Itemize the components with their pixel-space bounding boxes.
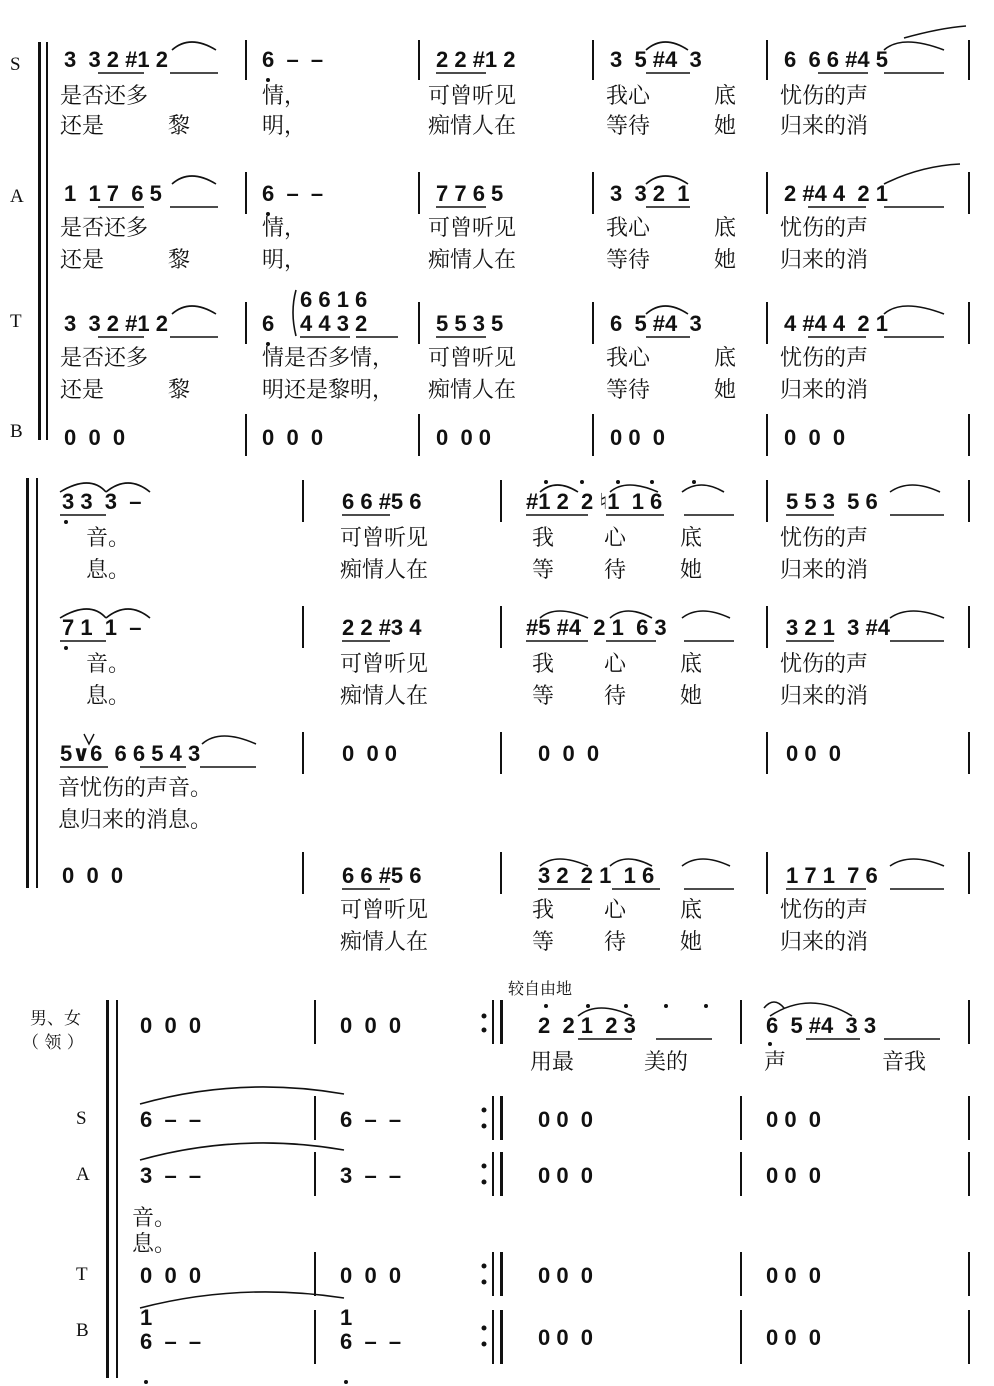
octave-dot (692, 480, 696, 484)
s1-tenor-lyric2-b: 黎 (168, 378, 191, 403)
repeat-dot (482, 1028, 487, 1033)
s2-alto-lyric2-d: 待 (604, 684, 627, 709)
s3-bass-m3: 0 0 0 (538, 1325, 594, 1350)
s1-tenor-lyric1-e: 底 (714, 346, 737, 371)
s2-barline (500, 606, 502, 648)
s2-tenor-m3: 0 0 0 (538, 741, 600, 766)
s1-barline (766, 302, 768, 344)
s2-barline (968, 480, 970, 522)
s2-soprano-m2: 6 6 #5 6 (342, 489, 422, 514)
system3-brace (106, 1000, 109, 1378)
s3-lead-m4: 6 5 #4 3 3 (766, 1013, 877, 1038)
slur (172, 42, 216, 50)
repeat-dot (482, 1342, 487, 1347)
s2-alto-lyric2-b: 痴情人在 (340, 684, 429, 709)
s2-alto-m3: #5 #4 2 1 6 3 (526, 615, 667, 640)
s1-alto-m5: 2 #4 4 2 1 (784, 181, 888, 206)
repeat-dot (482, 1014, 487, 1019)
repeat-barline (500, 1000, 503, 1044)
system2-brace-inner (36, 478, 38, 888)
s1-barline (245, 40, 247, 80)
s2-soprano-m4: 5 5 3 5 6 (786, 489, 878, 514)
s1-barline (245, 172, 247, 214)
system1-brace-inner (46, 42, 48, 440)
s2-barline (766, 852, 768, 894)
s1-barline (968, 40, 970, 80)
s1-alto-lyric1-c: 可曾听见 (428, 216, 517, 241)
slur (682, 611, 730, 618)
s3-alto-lyric2: 息。 (132, 1232, 177, 1257)
s1-alto-lyric1-f: 忧伤的声 (780, 216, 869, 241)
s1-alto-m4: 3 3 2 1 (610, 181, 690, 206)
s2-barline (500, 732, 502, 774)
s1-alto-lyric2-f: 她 (714, 248, 737, 273)
octave-dot (616, 480, 620, 484)
voice-label-alto: A (10, 186, 24, 207)
voice-label-bass-3: B (76, 1320, 89, 1341)
s1-alto-lyric2-g: 归来的消 (780, 248, 869, 273)
s2-tenor-m1: 5∨6 6 6 5 4 3 (60, 741, 201, 766)
repeat-barline (492, 1000, 494, 1044)
s2-soprano-m3: #1 2 2 ♮1 1 6 (526, 489, 663, 514)
octave-dot (624, 1004, 628, 1008)
s1-soprano-lyric1-d: 我心 (606, 84, 651, 109)
s2-barline (302, 852, 304, 894)
slur (172, 176, 216, 184)
s1-tenor-m2-lower: 4 4 3 2 (300, 311, 368, 336)
repeat-barline (492, 1310, 494, 1364)
divisi-bracket (293, 290, 296, 336)
voice-label-alto-3: A (76, 1164, 90, 1185)
s3-bass-m1: 6 – – (140, 1329, 202, 1354)
s2-soprano-lyric1-d: 心 (604, 526, 627, 551)
tempo-marking: 较自由地 (508, 979, 573, 998)
s2-alto-m2: 2 2 #3 4 (342, 615, 422, 640)
s1-tenor-lyric2-d: 痴情人在 (428, 378, 517, 403)
s3-barline (740, 1096, 742, 1140)
s2-soprano-lyric1-e: 底 (680, 526, 703, 551)
system3-brace-inner (116, 1000, 118, 1378)
s2-bass-lyric2-a: 痴情人在 (340, 930, 429, 955)
s1-soprano-lyric1-e: 底 (714, 84, 737, 109)
repeat-barline (492, 1252, 494, 1296)
repeat-barline (500, 1252, 503, 1296)
s2-bass-m1: 0 0 0 (62, 863, 124, 888)
s1-barline (592, 40, 594, 80)
s1-soprano-lyric2-d: 痴情人在 (428, 114, 517, 139)
s3-barline (740, 1000, 742, 1044)
s1-tenor-lyric1-a: 是否还多 (60, 346, 149, 371)
repeat-barline (500, 1152, 503, 1196)
voice-label-soprano-3: S (76, 1108, 87, 1129)
s1-tenor-m2: 6 (262, 311, 275, 336)
s1-tenor-m2-upper: 6 6 1 6 (300, 287, 368, 312)
s1-tenor-lyric1-c: 可曾听见 (428, 346, 517, 371)
octave-dot (144, 1380, 148, 1384)
s1-soprano-lyric2-e: 等待 (606, 114, 651, 139)
s1-alto-lyric1-d: 我心 (606, 216, 651, 241)
s3-lead-lyric-a: 用最 (530, 1050, 575, 1075)
s2-soprano-lyric2-b: 痴情人在 (340, 558, 429, 583)
s1-tenor-lyric1-d: 我心 (606, 346, 651, 371)
slur (890, 859, 944, 866)
s1-tenor-lyric2-g: 归来的消 (780, 378, 869, 403)
s3-lead-lyric-c: 声 (764, 1050, 787, 1075)
repeat-dot (482, 1326, 487, 1331)
voice-label-tenor-3: T (76, 1264, 88, 1285)
s3-barline (740, 1252, 742, 1296)
s1-soprano-lyric1-b: 情， (262, 84, 307, 109)
s1-tenor-lyric2-f: 她 (714, 378, 737, 403)
s3-tenor-m1: 0 0 0 (140, 1263, 202, 1288)
s1-alto-lyric2-c: 明， (262, 248, 307, 273)
s1-alto-m1: 1 1 7 6 5 (64, 181, 162, 206)
s3-lead-m3: 2 2 1 2 3 (538, 1013, 636, 1038)
s1-barline (245, 414, 247, 456)
s1-alto-lyric1-e: 底 (714, 216, 737, 241)
s1-tenor-m4: 6 5 #4 3 (610, 311, 702, 336)
s2-alto-lyric2-c: 等 (532, 684, 555, 709)
s1-barline (592, 414, 594, 456)
s1-tenor-lyric2-e: 等待 (606, 378, 651, 403)
s2-alto-lyric1-f: 忧伤的声 (780, 652, 869, 677)
s1-soprano-lyric2-f: 她 (714, 114, 737, 139)
s1-tenor-lyric1-f: 忧伤的声 (780, 346, 869, 371)
s3-barline (740, 1152, 742, 1196)
s2-barline (968, 606, 970, 648)
repeat-dot (482, 1124, 487, 1129)
s3-barline (314, 1252, 316, 1296)
s1-soprano-lyric1-c: 可曾听见 (428, 84, 517, 109)
s2-bass-lyric1-c: 心 (604, 898, 627, 923)
s3-bass-m2: 6 – – (340, 1329, 402, 1354)
tie-end (904, 26, 966, 38)
octave-dot (266, 78, 270, 82)
system1-brace (38, 42, 41, 440)
s1-alto-lyric1-b: 情， (262, 216, 307, 241)
s1-barline (418, 414, 420, 456)
s1-tenor-m5: 4 #4 4 2 1 (784, 311, 888, 336)
s1-soprano-m5: 6 6 6 #4 5 (784, 47, 888, 72)
s1-barline (592, 302, 594, 344)
s2-soprano-lyric2-e: 她 (680, 558, 703, 583)
s2-tenor-lyric1: 音忧伤的声音。 (58, 776, 213, 801)
repeat-dot (482, 1108, 487, 1113)
s1-barline (592, 172, 594, 214)
s2-bass-lyric1-e: 忧伤的声 (780, 898, 869, 923)
s2-tenor-m2: 0 0 0 (342, 741, 398, 766)
slur (682, 485, 724, 492)
s2-soprano-lyric1-b: 可曾听见 (340, 526, 429, 551)
octave-dot (704, 1004, 708, 1008)
s3-bass-m1-top: 1 (140, 1305, 153, 1330)
s1-barline (766, 172, 768, 214)
s1-tenor-lyric2-a: 还是 (60, 378, 105, 403)
s2-barline (500, 852, 502, 894)
s3-barline (314, 1000, 316, 1044)
s3-barline (968, 1310, 970, 1364)
s2-barline (766, 606, 768, 648)
s3-barline (314, 1152, 316, 1196)
s2-bass-lyric1-b: 我 (532, 898, 555, 923)
s2-bass-m2: 6 6 #5 6 (342, 863, 422, 888)
s2-barline (968, 732, 970, 774)
octave-dot (344, 1380, 348, 1384)
octave-dot (544, 480, 548, 484)
s1-barline (766, 414, 768, 456)
s1-barline (245, 302, 247, 344)
s3-barline (968, 1152, 970, 1196)
system2-brace (26, 478, 29, 888)
s1-tenor-lyric1-b: 情是否多情， (262, 346, 395, 371)
s2-soprano-lyric2-d: 待 (604, 558, 627, 583)
slur (890, 611, 944, 618)
voice-label-lead-sub: （ 领 ） (22, 1033, 84, 1053)
s1-barline (418, 302, 420, 344)
s2-soprano-lyric1-c: 我 (532, 526, 555, 551)
s2-soprano-lyric2-a: 息。 (86, 558, 131, 583)
s3-lead-m1: 0 0 0 (140, 1013, 202, 1038)
s3-bass-m4: 0 0 0 (766, 1325, 822, 1350)
s3-tenor-m2: 0 0 0 (340, 1263, 402, 1288)
s2-alto-lyric2-a: 息。 (86, 684, 131, 709)
s2-soprano-lyric2-c: 等 (532, 558, 555, 583)
slur (172, 306, 216, 314)
s2-tenor-lyric2: 息归来的消息。 (58, 808, 213, 833)
s1-soprano-lyric2-a: 还是 (60, 114, 105, 139)
s3-bass-m2-top: 1 (340, 1305, 353, 1330)
slur (890, 485, 940, 492)
s1-barline (418, 172, 420, 214)
octave-dot (664, 1004, 668, 1008)
octave-dot (64, 520, 68, 524)
s2-soprano-m1: 3 3 3 – (62, 489, 142, 514)
voice-label-tenor: T (10, 311, 22, 332)
s2-bass-lyric1-d: 底 (680, 898, 703, 923)
octave-dot (768, 1042, 772, 1046)
s1-tenor-m1: 3 3 2 #1 2 (64, 311, 168, 336)
s2-bass-lyric1-a: 可曾听见 (340, 898, 429, 923)
s1-alto-lyric1-a: 是否还多 (60, 216, 149, 241)
s1-barline (968, 172, 970, 214)
s1-barline (968, 414, 970, 456)
s1-soprano-lyric2-c: 明， (262, 114, 307, 139)
repeat-barline (500, 1310, 503, 1364)
s3-alto-m1: 3 – – (140, 1163, 202, 1188)
s2-bass-m3: 3 2 2 1 1 6 (538, 863, 655, 888)
s2-soprano-lyric1-f: 忧伤的声 (780, 526, 869, 551)
s3-barline (968, 1096, 970, 1140)
s1-tenor-m3: 5 5 3 5 (436, 311, 504, 336)
s1-soprano-m4: 3 5 #4 3 (610, 47, 702, 72)
repeat-barline (500, 1096, 503, 1140)
s2-soprano-lyric2-f: 归来的消 (780, 558, 869, 583)
slur (884, 164, 960, 184)
s3-barline (968, 1000, 970, 1044)
s3-alto-m2: 3 – – (340, 1163, 402, 1188)
s1-bass-m1: 0 0 0 (64, 425, 126, 450)
s2-barline (500, 480, 502, 522)
slur (202, 736, 256, 744)
octave-dot (586, 1004, 590, 1008)
octave-dot (544, 1004, 548, 1008)
octave-dot (580, 480, 584, 484)
s2-bass-m4: 1 7 1 7 6 (786, 863, 878, 888)
s1-bass-m2: 0 0 0 (262, 425, 324, 450)
voice-label-soprano: S (10, 54, 21, 75)
s2-alto-lyric2-e: 她 (680, 684, 703, 709)
s1-barline (418, 40, 420, 80)
s3-soprano-m3: 0 0 0 (538, 1107, 594, 1132)
s2-tenor-m4: 0 0 0 (786, 741, 842, 766)
s3-tenor-m3: 0 0 0 (538, 1263, 594, 1288)
s1-soprano-m2: 6 – – (262, 47, 324, 72)
s3-alto-m4: 0 0 0 (766, 1163, 822, 1188)
s1-bass-m4: 0 0 0 (610, 425, 666, 450)
s2-barline (302, 732, 304, 774)
s3-soprano-m2: 6 – – (340, 1107, 402, 1132)
s1-soprano-lyric1-f: 忧伤的声 (780, 84, 869, 109)
slur (884, 42, 944, 50)
s3-alto-lyric1: 音。 (132, 1206, 177, 1231)
s1-bass-m5: 0 0 0 (784, 425, 846, 450)
s2-alto-m4: 3 2 1 3 #4 (786, 615, 890, 640)
s3-barline (968, 1252, 970, 1296)
s3-barline (314, 1310, 316, 1364)
s1-bass-m3: 0 0 0 (436, 425, 492, 450)
s2-barline (968, 852, 970, 894)
s3-barline (314, 1096, 316, 1140)
s1-alto-lyric2-e: 等待 (606, 248, 651, 273)
s1-soprano-lyric2-g: 归来的消 (780, 114, 869, 139)
s2-barline (766, 732, 768, 774)
s2-alto-lyric2-f: 归来的消 (780, 684, 869, 709)
s2-alto-m1: 7 1 1 – (62, 615, 142, 640)
s1-soprano-m1: 3 3 2 #1 2 (64, 47, 168, 72)
s1-barline (766, 40, 768, 80)
s2-bass-lyric2-d: 她 (680, 930, 703, 955)
s2-barline (302, 606, 304, 648)
s2-bass-lyric2-b: 等 (532, 930, 555, 955)
repeat-barline (492, 1152, 494, 1196)
s2-barline (302, 480, 304, 522)
s1-alto-m2: 6 – – (262, 181, 324, 206)
slur (884, 306, 944, 314)
s3-lead-m2: 0 0 0 (340, 1013, 402, 1038)
repeat-dot (482, 1280, 487, 1285)
s2-bass-lyric2-c: 待 (604, 930, 627, 955)
s3-barline (740, 1310, 742, 1364)
s3-soprano-m4: 0 0 0 (766, 1107, 822, 1132)
octave-dot (64, 646, 68, 650)
s2-alto-lyric1-e: 底 (680, 652, 703, 677)
s2-barline (766, 480, 768, 522)
s1-soprano-m3: 2 2 #1 2 (436, 47, 516, 72)
s2-alto-lyric1-c: 我 (532, 652, 555, 677)
s1-alto-lyric2-d: 痴情人在 (428, 248, 517, 273)
repeat-dot (482, 1264, 487, 1269)
s3-tenor-m4: 0 0 0 (766, 1263, 822, 1288)
s3-lead-lyric-b: 美的 (644, 1050, 689, 1075)
s1-alto-m3: 7 7 6 5 (436, 181, 504, 206)
s1-soprano-lyric1-a: 是否还多 (60, 84, 149, 109)
voice-label-bass: B (10, 421, 23, 442)
repeat-dot (482, 1180, 487, 1185)
s2-soprano-lyric1-a: 音。 (86, 526, 131, 551)
s1-barline (968, 302, 970, 344)
voice-label-lead: 男、女 (30, 1009, 81, 1029)
s1-soprano-lyric2-b: 黎 (168, 114, 191, 139)
s2-bass-lyric2-e: 归来的消 (780, 930, 869, 955)
s3-soprano-m1: 6 – – (140, 1107, 202, 1132)
slur (682, 859, 730, 866)
octave-dot (650, 480, 654, 484)
s2-alto-lyric1-d: 心 (604, 652, 627, 677)
repeat-dot (482, 1164, 487, 1169)
s1-alto-lyric2-a: 还是 (60, 248, 105, 273)
s2-alto-lyric1-a: 音。 (86, 652, 131, 677)
s3-lead-lyric-d: 音我 (882, 1050, 927, 1075)
repeat-barline (492, 1096, 494, 1140)
s2-alto-lyric1-b: 可曾听见 (340, 652, 429, 677)
s1-tenor-lyric2-c: 明还是黎明， (262, 378, 395, 403)
fermata (764, 1002, 784, 1008)
s1-alto-lyric2-b: 黎 (168, 248, 191, 273)
s3-alto-m3: 0 0 0 (538, 1163, 594, 1188)
